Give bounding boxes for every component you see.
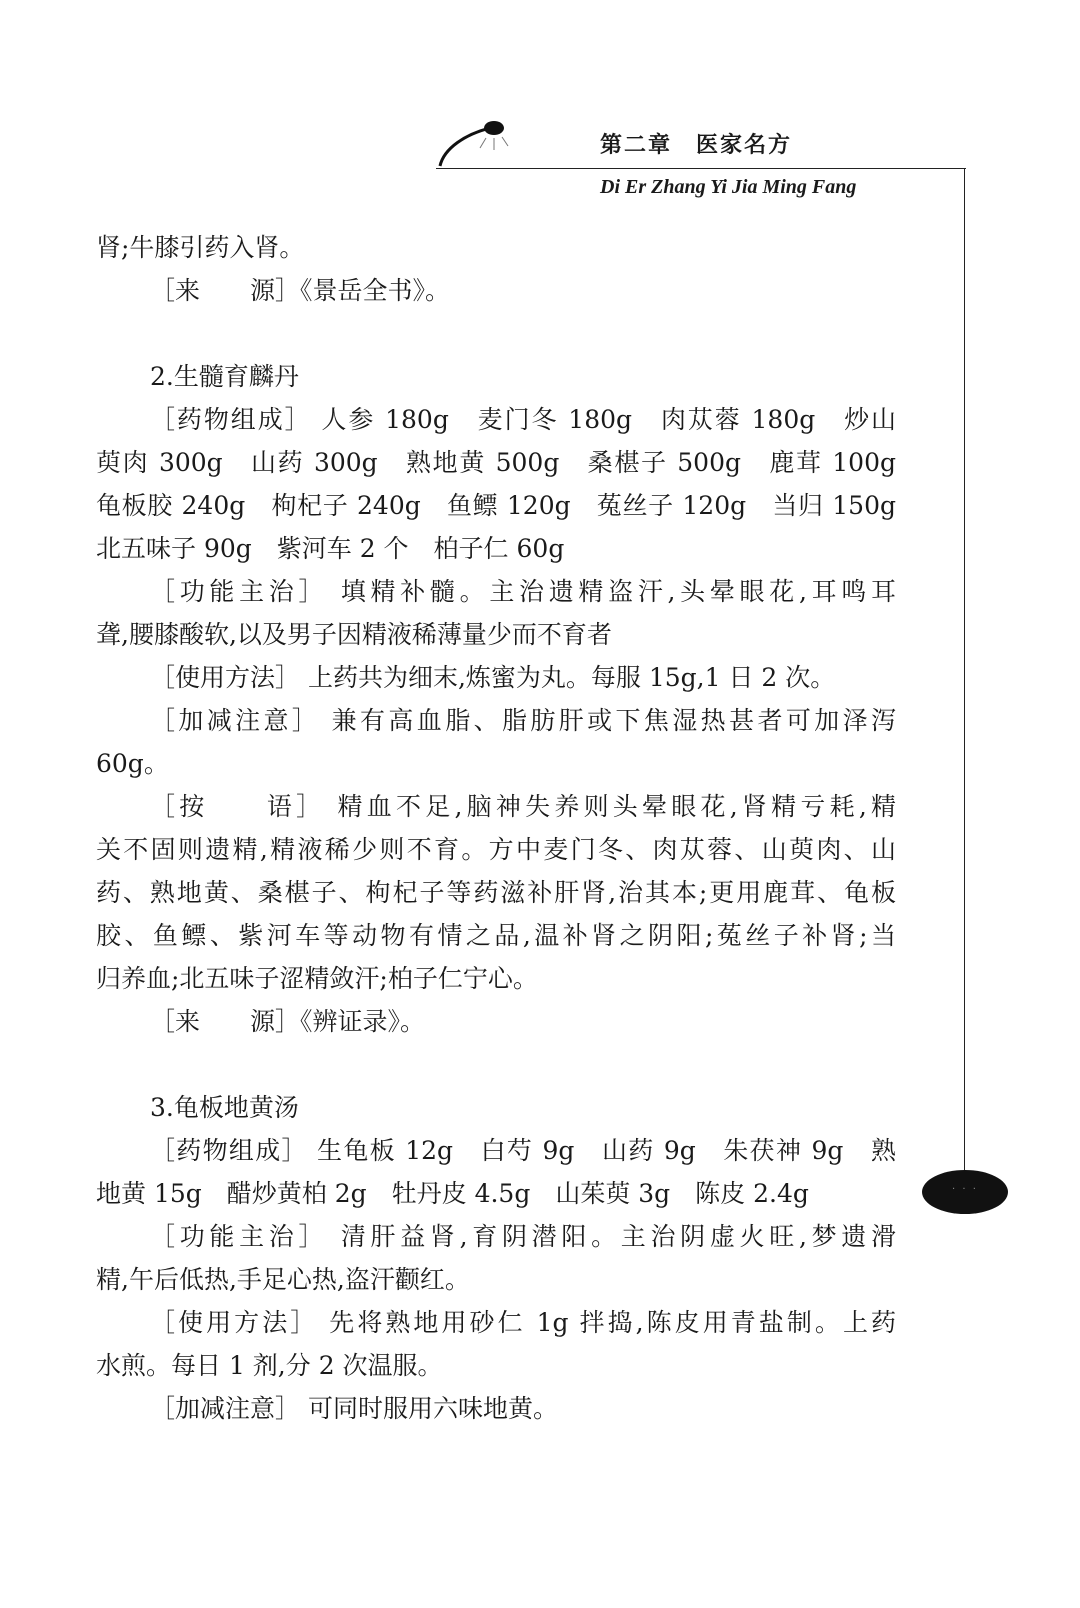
- text-line: ［加减注意］ 兼有高血脂、脂肪肝或下焦湿热甚者可加泽泻: [150, 706, 896, 735]
- text-line: 北五味子 90g 紫河车 2 个 柏子仁 60g: [96, 534, 565, 563]
- header-lamp-icon: [436, 118, 516, 174]
- chapter-title-pinyin: Di Er Zhang Yi Jia Ming Fang: [600, 176, 857, 198]
- text-line: ［使用方法］ 上药共为细末,炼蜜为丸。每服 15g,1 日 2 次。: [150, 663, 836, 692]
- text-line: 60g。: [96, 749, 169, 778]
- text-line: ［药物组成］ 生龟板 12g 白芍 9g 山药 9g 朱茯神 9g 熟: [150, 1136, 896, 1165]
- text-line: ［按 语］ 精血不足,脑神失养则头晕眼花,肾精亏耗,精: [150, 792, 896, 821]
- header-rule: [436, 168, 966, 169]
- text-line: 萸肉 300g 山药 300g 熟地黄 500g 桑椹子 500g 鹿茸 100g: [96, 448, 896, 477]
- text-line: 地黄 15g 醋炒黄柏 2g 牡丹皮 4.5g 山茱萸 3g 陈皮 2.4g: [96, 1179, 809, 1208]
- recipe-title: 2.生髓育麟丹: [150, 362, 299, 391]
- recipe-title: 3.龟板地黄汤: [150, 1093, 299, 1122]
- text-line: ［加减注意］ 可同时服用六味地黄。: [150, 1394, 558, 1423]
- text-line: 药、熟地黄、桑椹子、枸杞子等药滋补肝肾,治其本;更用鹿茸、龟板: [96, 878, 896, 907]
- text-line: ［功能主治］ 清肝益肾,育阴潜阳。主治阴虚火旺,梦遗滑: [150, 1222, 896, 1251]
- source-line: ［来 源］《景岳全书》。: [150, 276, 451, 305]
- text-line: 归养血;北五味子涩精敛汗;柏子仁宁心。: [96, 964, 538, 993]
- text-line: 水煎。每日 1 剂,分 2 次温服。: [96, 1351, 443, 1380]
- text-line: 胶、鱼鳔、紫河车等动物有情之品,温补肾之阴阳;菟丝子补肾;当: [96, 921, 896, 950]
- text-line: 肾;牛膝引药入肾。: [96, 233, 305, 262]
- page-tab-dots: · · ·: [952, 1184, 978, 1195]
- text-line: ［药物组成］ 人参 180g 麦门冬 180g 肉苁蓉 180g 炒山: [150, 405, 896, 434]
- text-line: ［功能主治］ 填精补髓。主治遗精盗汗,头晕眼花,耳鸣耳: [150, 577, 896, 606]
- chapter-title-chinese: 第二章 医家名方: [600, 133, 793, 158]
- text-line: 聋,腰膝酸软,以及男子因精液稀薄量少而不育者: [96, 620, 612, 649]
- page-body: [96, 226, 896, 1430]
- text-line: 精,午后低热,手足心热,盗汗颧红。: [96, 1265, 470, 1294]
- margin-rule: [964, 168, 965, 1176]
- text-line: ［使用方法］ 先将熟地用砂仁 1g 拌捣,陈皮用青盐制。上药: [150, 1308, 896, 1337]
- source-line: ［来 源］《辨证录》。: [150, 1007, 426, 1036]
- text-line: 关不固则遗精,精液稀少则不育。方中麦门冬、肉苁蓉、山萸肉、山: [96, 835, 896, 864]
- text-line: 龟板胶 240g 枸杞子 240g 鱼鳔 120g 菟丝子 120g 当归 150g: [96, 491, 896, 520]
